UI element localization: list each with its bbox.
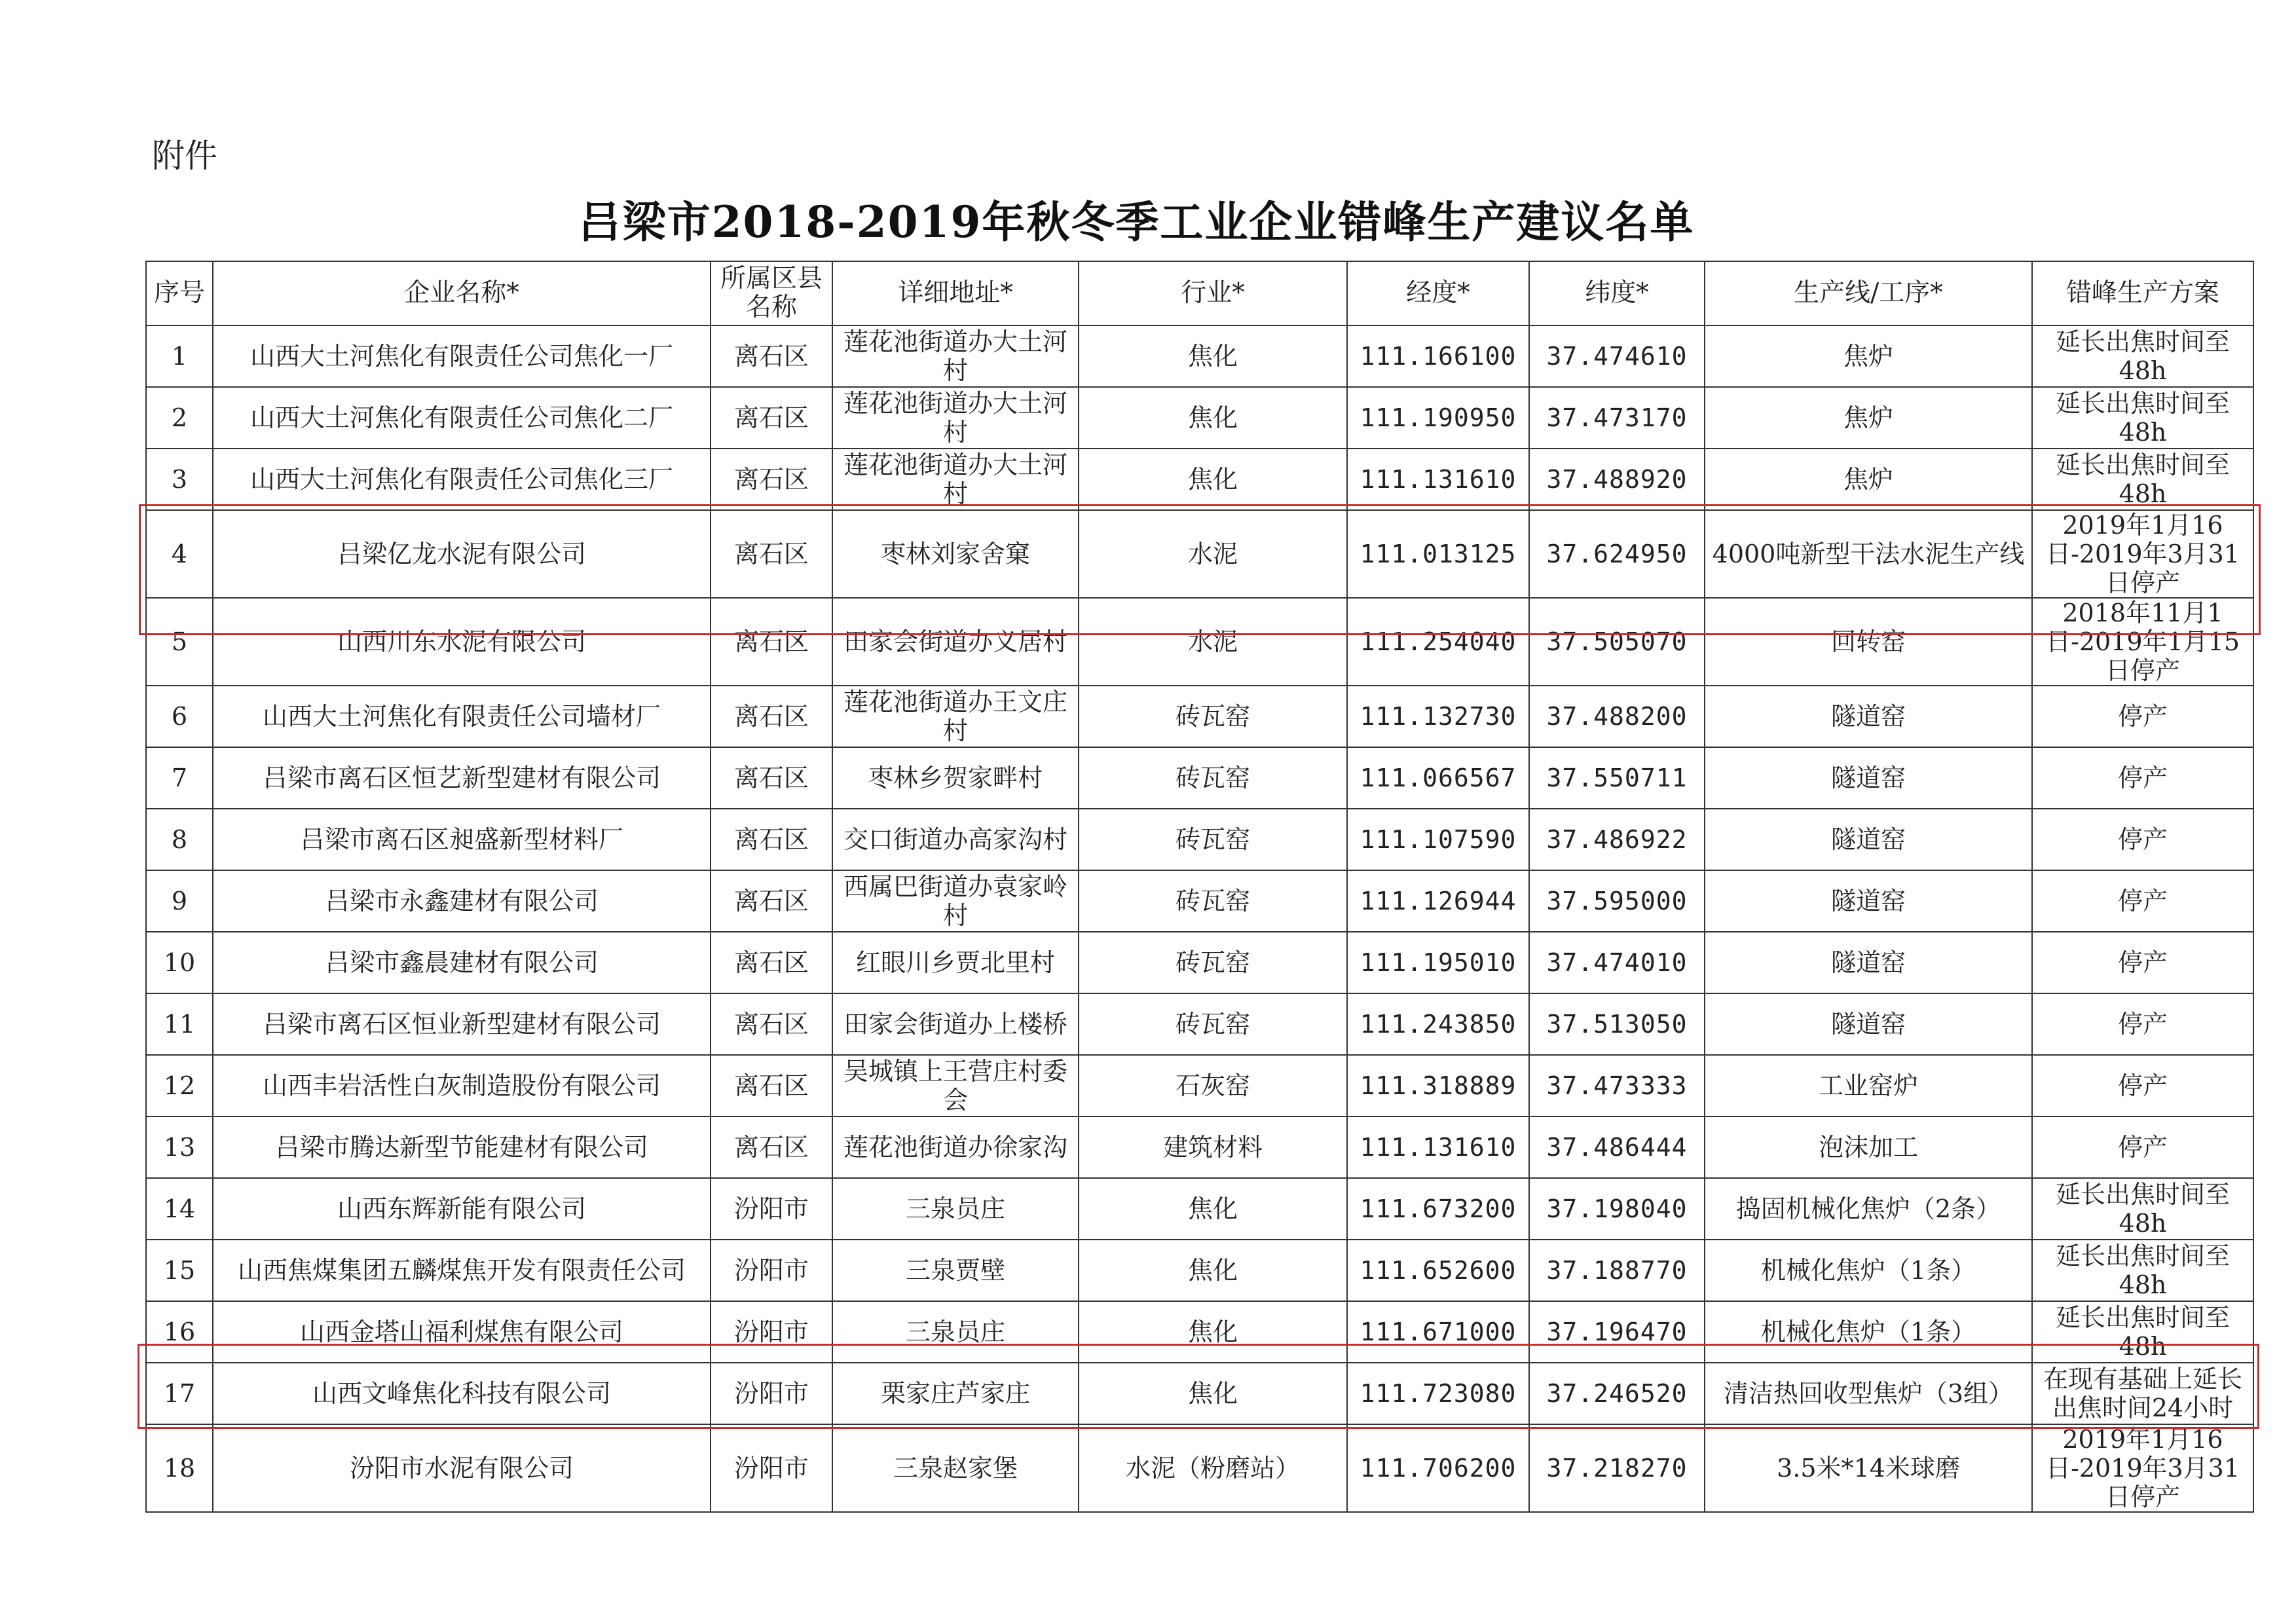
cell-industry: 焦化: [1079, 1301, 1347, 1363]
cell-production-line: 回转窑: [1705, 598, 2032, 686]
cell-industry: 建筑材料: [1079, 1116, 1347, 1178]
cell-longitude: 111.318889: [1347, 1055, 1529, 1116]
cell-latitude: 37.473170: [1529, 387, 1705, 449]
cell-production-line: 隧道窑: [1705, 747, 2032, 809]
cell-address: 吴城镇上王营庄村委会: [832, 1055, 1079, 1116]
table-row: [146, 993, 2253, 1055]
table-row: [146, 747, 2253, 809]
cell-district: 汾阳市: [711, 1363, 832, 1424]
cell-plan: 停产: [2032, 1116, 2253, 1178]
header-seq: 序号: [146, 261, 213, 325]
cell-latitude: 37.474010: [1529, 932, 1705, 993]
cell-company: 吕梁市离石区昶盛新型材料厂: [213, 809, 711, 870]
cell-seq: 6: [146, 686, 213, 747]
cell-seq: 13: [146, 1116, 213, 1178]
cell-industry: 水泥（粉磨站）: [1079, 1424, 1347, 1512]
cell-district: 离石区: [711, 870, 832, 932]
header-plan: 错峰生产方案: [2032, 261, 2253, 325]
cell-latitude: 37.505070: [1529, 598, 1705, 686]
cell-address: 莲花池街道办大土河村: [832, 387, 1079, 449]
cell-longitude: 111.013125: [1347, 510, 1529, 598]
cell-plan: 2019年1月16日-2019年3月31日停产: [2032, 1424, 2253, 1512]
cell-company: 山西大土河焦化有限责任公司焦化三厂: [213, 449, 711, 510]
cell-plan: 2018年11月1日-2019年1月15日停产: [2032, 598, 2253, 686]
cell-plan: 在现有基础上延长出焦时间24小时: [2032, 1363, 2253, 1424]
cell-address: 西属巴街道办袁家岭村: [832, 870, 1079, 932]
cell-longitude: 111.673200: [1347, 1178, 1529, 1240]
cell-latitude: 37.486922: [1529, 809, 1705, 870]
cell-seq: 15: [146, 1240, 213, 1301]
cell-longitude: 111.723080: [1347, 1363, 1529, 1424]
cell-industry: 砖瓦窑: [1079, 993, 1347, 1055]
cell-company: 山西川东水泥有限公司: [213, 598, 711, 686]
cell-seq: 1: [146, 325, 213, 387]
cell-latitude: 37.550711: [1529, 747, 1705, 809]
cell-longitude: 111.190950: [1347, 387, 1529, 449]
cell-longitude: 111.706200: [1347, 1424, 1529, 1512]
cell-address: 田家会街道办义居村: [832, 598, 1079, 686]
cell-latitude: 37.488920: [1529, 449, 1705, 510]
cell-latitude: 37.196470: [1529, 1301, 1705, 1363]
cell-district: 汾阳市: [711, 1424, 832, 1512]
cell-plan: 停产: [2032, 747, 2253, 809]
cell-address: 三泉贾壁: [832, 1240, 1079, 1301]
table-row: [146, 449, 2253, 510]
cell-longitude: 111.107590: [1347, 809, 1529, 870]
cell-address: 莲花池街道办王文庄村: [832, 686, 1079, 747]
cell-longitude: 111.195010: [1347, 932, 1529, 993]
cell-address: 栗家庄芦家庄: [832, 1363, 1079, 1424]
cell-seq: 8: [146, 809, 213, 870]
enterprise-table: [145, 261, 2254, 1513]
cell-company: 山西丰岩活性白灰制造股份有限公司: [213, 1055, 711, 1116]
cell-longitude: 111.132730: [1347, 686, 1529, 747]
cell-production-line: 清洁热回收型焦炉（3组）: [1705, 1363, 2032, 1424]
cell-production-line: 捣固机械化焦炉（2条）: [1705, 1178, 2032, 1240]
table-row: [146, 1178, 2253, 1240]
cell-latitude: 37.595000: [1529, 870, 1705, 932]
header-longitude: 经度*: [1347, 261, 1529, 325]
cell-address: 莲花池街道办徐家沟: [832, 1116, 1079, 1178]
cell-company: 山西大土河焦化有限责任公司焦化二厂: [213, 387, 711, 449]
cell-district: 离石区: [711, 932, 832, 993]
cell-longitude: 111.131610: [1347, 449, 1529, 510]
cell-longitude: 111.652600: [1347, 1240, 1529, 1301]
table-row: [146, 325, 2253, 387]
cell-district: 离石区: [711, 1055, 832, 1116]
cell-production-line: 隧道窑: [1705, 870, 2032, 932]
cell-address: 红眼川乡贾北里村: [832, 932, 1079, 993]
cell-production-line: 焦炉: [1705, 387, 2032, 449]
cell-latitude: 37.488200: [1529, 686, 1705, 747]
cell-company: 山西大土河焦化有限责任公司墙材厂: [213, 686, 711, 747]
cell-address: 三泉赵家堡: [832, 1424, 1079, 1512]
cell-company: 山西东辉新能有限公司: [213, 1178, 711, 1240]
cell-address: 田家会街道办上楼桥: [832, 993, 1079, 1055]
cell-company: 山西大土河焦化有限责任公司焦化一厂: [213, 325, 711, 387]
cell-latitude: 37.473333: [1529, 1055, 1705, 1116]
cell-address: 交口街道办高家沟村: [832, 809, 1079, 870]
table-row: [146, 686, 2253, 747]
cell-district: 离石区: [711, 1116, 832, 1178]
cell-industry: 砖瓦窑: [1079, 747, 1347, 809]
highlight-box-row-18: [138, 1344, 2259, 1429]
cell-company: 吕梁亿龙水泥有限公司: [213, 510, 711, 598]
cell-company: 吕梁市鑫晨建材有限公司: [213, 932, 711, 993]
cell-district: 离石区: [711, 449, 832, 510]
cell-latitude: 37.486444: [1529, 1116, 1705, 1178]
cell-production-line: 隧道窑: [1705, 932, 2032, 993]
cell-district: 离石区: [711, 387, 832, 449]
cell-company: 吕梁市离石区恒业新型建材有限公司: [213, 993, 711, 1055]
cell-seq: 14: [146, 1178, 213, 1240]
cell-latitude: 37.188770: [1529, 1240, 1705, 1301]
cell-company: 汾阳市水泥有限公司: [213, 1424, 711, 1512]
cell-district: 汾阳市: [711, 1301, 832, 1363]
table-header-row: [146, 261, 2253, 325]
cell-production-line: 机械化焦炉（1条）: [1705, 1301, 2032, 1363]
cell-latitude: 37.218270: [1529, 1424, 1705, 1512]
cell-production-line: 焦炉: [1705, 325, 2032, 387]
cell-industry: 焦化: [1079, 1363, 1347, 1424]
cell-longitude: 111.243850: [1347, 993, 1529, 1055]
cell-address: 三泉员庄: [832, 1301, 1079, 1363]
cell-seq: 12: [146, 1055, 213, 1116]
cell-production-line: 隧道窑: [1705, 993, 2032, 1055]
cell-industry: 砖瓦窑: [1079, 686, 1347, 747]
cell-industry: 焦化: [1079, 1240, 1347, 1301]
cell-district: 离石区: [711, 747, 832, 809]
header-address: 详细地址*: [832, 261, 1079, 325]
cell-seq: 11: [146, 993, 213, 1055]
cell-district: 汾阳市: [711, 1178, 832, 1240]
cell-plan: 停产: [2032, 993, 2253, 1055]
cell-plan: 延长出焦时间至48h: [2032, 449, 2253, 510]
header-industry: 行业*: [1079, 261, 1347, 325]
cell-address: 莲花池街道办大土河村: [832, 449, 1079, 510]
cell-plan: 延长出焦时间至48h: [2032, 1301, 2253, 1363]
cell-industry: 砖瓦窑: [1079, 932, 1347, 993]
cell-longitude: 111.166100: [1347, 325, 1529, 387]
table-row: [146, 1424, 2253, 1512]
cell-plan: 延长出焦时间至48h: [2032, 325, 2253, 387]
cell-industry: 石灰窑: [1079, 1055, 1347, 1116]
cell-company: 山西焦煤集团五麟煤焦开发有限责任公司: [213, 1240, 711, 1301]
cell-company: 吕梁市腾达新型节能建材有限公司: [213, 1116, 711, 1178]
cell-seq: 17: [146, 1363, 213, 1424]
header-latitude: 纬度*: [1529, 261, 1705, 325]
cell-plan: 停产: [2032, 809, 2253, 870]
cell-industry: 水泥: [1079, 510, 1347, 598]
cell-plan: 2019年1月16日-2019年3月31日停产: [2032, 510, 2253, 598]
table-row: [146, 1055, 2253, 1116]
cell-seq: 16: [146, 1301, 213, 1363]
cell-seq: 9: [146, 870, 213, 932]
table-row: [146, 387, 2253, 449]
cell-longitude: 111.066567: [1347, 747, 1529, 809]
cell-industry: 水泥: [1079, 598, 1347, 686]
table-row: [146, 932, 2253, 993]
cell-address: 枣林刘家舍窠: [832, 510, 1079, 598]
cell-seq: 2: [146, 387, 213, 449]
cell-industry: 砖瓦窑: [1079, 809, 1347, 870]
header-production-line: 生产线/工序*: [1705, 261, 2032, 325]
table-row: [146, 809, 2253, 870]
cell-district: 离石区: [711, 809, 832, 870]
cell-seq: 4: [146, 510, 213, 598]
cell-production-line: 机械化焦炉（1条）: [1705, 1240, 2032, 1301]
cell-plan: 延长出焦时间至48h: [2032, 1178, 2253, 1240]
cell-production-line: 3.5米*14米球磨: [1705, 1424, 2032, 1512]
cell-company: 山西金塔山福利煤焦有限公司: [213, 1301, 711, 1363]
cell-seq: 10: [146, 932, 213, 993]
cell-district: 离石区: [711, 510, 832, 598]
document-title: 吕梁市2018-2019年秋冬季工业企业错峰生产建议名单: [578, 196, 1695, 248]
cell-latitude: 37.198040: [1529, 1178, 1705, 1240]
cell-industry: 焦化: [1079, 449, 1347, 510]
highlight-box-rows-4-5: [139, 504, 2261, 635]
cell-plan: 停产: [2032, 932, 2253, 993]
table-row: [146, 870, 2253, 932]
header-district: 所属区县名称: [711, 261, 832, 325]
cell-district: 离石区: [711, 598, 832, 686]
cell-plan: 延长出焦时间至48h: [2032, 387, 2253, 449]
cell-plan: 停产: [2032, 870, 2253, 932]
cell-district: 离石区: [711, 686, 832, 747]
cell-district: 离石区: [711, 993, 832, 1055]
cell-longitude: 111.671000: [1347, 1301, 1529, 1363]
cell-district: 离石区: [711, 325, 832, 387]
cell-address: 枣林乡贺家畔村: [832, 747, 1079, 809]
cell-industry: 砖瓦窑: [1079, 870, 1347, 932]
cell-seq: 18: [146, 1424, 213, 1512]
cell-longitude: 111.131610: [1347, 1116, 1529, 1178]
cell-latitude: 37.474610: [1529, 325, 1705, 387]
cell-production-line: 隧道窑: [1705, 809, 2032, 870]
cell-production-line: 工业窑炉: [1705, 1055, 2032, 1116]
cell-latitude: 37.624950: [1529, 510, 1705, 598]
cell-address: 莲花池街道办大土河村: [832, 325, 1079, 387]
header-company: 企业名称*: [213, 261, 711, 325]
cell-production-line: 焦炉: [1705, 449, 2032, 510]
table-row: [146, 1116, 2253, 1178]
cell-company: 吕梁市离石区恒艺新型建材有限公司: [213, 747, 711, 809]
cell-production-line: 隧道窑: [1705, 686, 2032, 747]
cell-longitude: 111.126944: [1347, 870, 1529, 932]
cell-plan: 停产: [2032, 686, 2253, 747]
attachment-label: 附件: [152, 137, 217, 175]
table-row: [146, 1240, 2253, 1301]
cell-production-line: 泡沫加工: [1705, 1116, 2032, 1178]
cell-address: 三泉员庄: [832, 1178, 1079, 1240]
cell-seq: 7: [146, 747, 213, 809]
cell-plan: 延长出焦时间至48h: [2032, 1240, 2253, 1301]
cell-latitude: 37.246520: [1529, 1363, 1705, 1424]
cell-company: 吕梁市永鑫建材有限公司: [213, 870, 711, 932]
cell-industry: 焦化: [1079, 1178, 1347, 1240]
cell-company: 山西文峰焦化科技有限公司: [213, 1363, 711, 1424]
cell-industry: 焦化: [1079, 387, 1347, 449]
cell-plan: 停产: [2032, 1055, 2253, 1116]
cell-seq: 5: [146, 598, 213, 686]
cell-latitude: 37.513050: [1529, 993, 1705, 1055]
cell-production-line: 4000吨新型干法水泥生产线: [1705, 510, 2032, 598]
cell-district: 汾阳市: [711, 1240, 832, 1301]
cell-longitude: 111.254040: [1347, 598, 1529, 686]
cell-seq: 3: [146, 449, 213, 510]
cell-industry: 焦化: [1079, 325, 1347, 387]
